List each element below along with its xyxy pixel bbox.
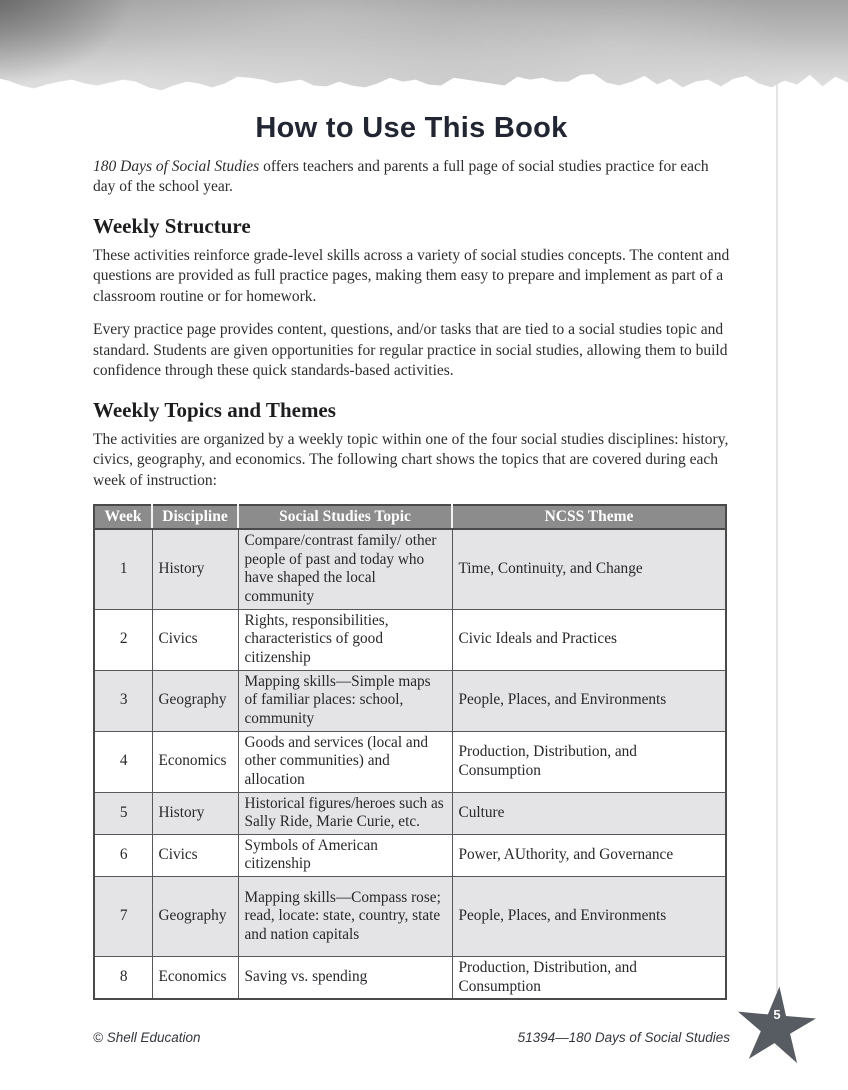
star-icon bbox=[729, 976, 823, 1075]
star-string bbox=[776, 40, 778, 992]
cell-topic: Symbols of American citizenship bbox=[238, 834, 452, 876]
book-id-text: 51394—180 Days of Social Studies bbox=[517, 1030, 730, 1045]
page-number-star bbox=[729, 976, 823, 1075]
intro-paragraph bbox=[93, 157, 730, 198]
cell-discipline: Geography bbox=[152, 670, 238, 731]
cell-week: 7 bbox=[94, 877, 152, 957]
table-row-week-5 bbox=[94, 792, 726, 834]
cell-week: 8 bbox=[94, 957, 152, 1000]
cell-topic: Rights, responsibilities, characteristics of good citizenship bbox=[238, 609, 452, 670]
page-content bbox=[93, 96, 730, 1000]
cell-theme: Power, AUthority, and Governance bbox=[452, 834, 726, 876]
book-title-italic: 180 Days of Social Studies bbox=[93, 158, 260, 175]
cell-week: 1 bbox=[94, 529, 152, 609]
torn-paper-header bbox=[0, 0, 848, 96]
column-header-ncss-theme: NCSS Theme bbox=[452, 505, 726, 529]
cell-theme: People, Places, and Environments bbox=[452, 670, 726, 731]
cell-discipline: History bbox=[152, 792, 238, 834]
table-row-week-1 bbox=[94, 529, 726, 609]
table-row-week-8 bbox=[94, 957, 726, 1000]
cell-topic: Goods and services (local and other communities) and allocation bbox=[238, 731, 452, 792]
cell-discipline: Civics bbox=[152, 609, 238, 670]
column-header-discipline: Discipline bbox=[152, 505, 238, 529]
cell-topic: Mapping skills—Simple maps of familiar places: school, community bbox=[238, 670, 452, 731]
cell-theme: Production, Distribution, and Consumption bbox=[452, 731, 726, 792]
cell-discipline: History bbox=[152, 529, 238, 609]
table-row-week-7 bbox=[94, 877, 726, 957]
cell-theme: Time, Continuity, and Change bbox=[452, 529, 726, 609]
cell-theme: Civic Ideals and Practices bbox=[452, 609, 726, 670]
table-row-week-3 bbox=[94, 670, 726, 731]
cell-week: 6 bbox=[94, 834, 152, 876]
copyright-text: © Shell Education bbox=[93, 1030, 201, 1045]
page-number: 5 bbox=[773, 1007, 781, 1023]
cell-week: 4 bbox=[94, 731, 152, 792]
paragraph-weekly-topics-1: The activities are organized by a weekly topic within one of the four social studies disciplines: history, civics, geography, and economics. The following chart shows the topics that are covered during each week of instruction: bbox=[93, 430, 729, 489]
cell-week: 3 bbox=[94, 670, 152, 731]
cell-topic: Saving vs. spending bbox=[238, 957, 452, 1000]
cell-theme: Culture bbox=[452, 792, 726, 834]
section-heading-weekly-structure: Weekly Structure bbox=[93, 213, 251, 238]
table-header-row bbox=[94, 505, 726, 529]
section-heading-weekly-topics: Weekly Topics and Themes bbox=[93, 397, 336, 422]
cell-theme: Production, Distribution, and Consumption bbox=[452, 957, 726, 1000]
cell-discipline: Economics bbox=[152, 957, 238, 1000]
cell-topic: Compare/contrast family/ other people of past and today who have shaped the local community bbox=[238, 529, 452, 609]
table-row-week-2 bbox=[94, 609, 726, 670]
paragraph-weekly-structure-1: These activities reinforce grade-level skills across a variety of social studies concepts. The content and questions are provided as full practice pages, making them easy to prepare and implement as part of a classroom routine or for homework. bbox=[93, 246, 730, 305]
cell-topic: Historical figures/heroes such as Sally Ride, Marie Curie, etc. bbox=[238, 792, 452, 834]
paragraph-weekly-structure-2: Every practice page provides content, questions, and/or tasks that are tied to a social studies topic and standard. Students are given opportunities for regular practice in social studies, allowing them to build confidence through these quick standards-based activities. bbox=[93, 321, 728, 380]
cell-week: 2 bbox=[94, 609, 152, 670]
cell-theme: People, Places, and Environments bbox=[452, 877, 726, 957]
column-header-topic: Social Studies Topic bbox=[238, 505, 452, 529]
cell-week: 5 bbox=[94, 792, 152, 834]
column-header-week: Week bbox=[94, 505, 152, 529]
cell-topic: Mapping skills—Compass rose; read, locate: state, country, state and nation capitals bbox=[238, 877, 452, 957]
page-footer bbox=[93, 1030, 730, 1045]
table-row-week-6 bbox=[94, 834, 726, 876]
table-row-week-4 bbox=[94, 731, 726, 792]
topics-table bbox=[93, 504, 727, 1000]
cell-discipline: Geography bbox=[152, 877, 238, 957]
intro-text: offers teachers and parents a full page of social studies practice for each day of the school year. bbox=[93, 158, 709, 196]
cell-discipline: Economics bbox=[152, 731, 238, 792]
cell-discipline: Civics bbox=[152, 834, 238, 876]
page-title: How to Use This Book bbox=[255, 112, 568, 144]
